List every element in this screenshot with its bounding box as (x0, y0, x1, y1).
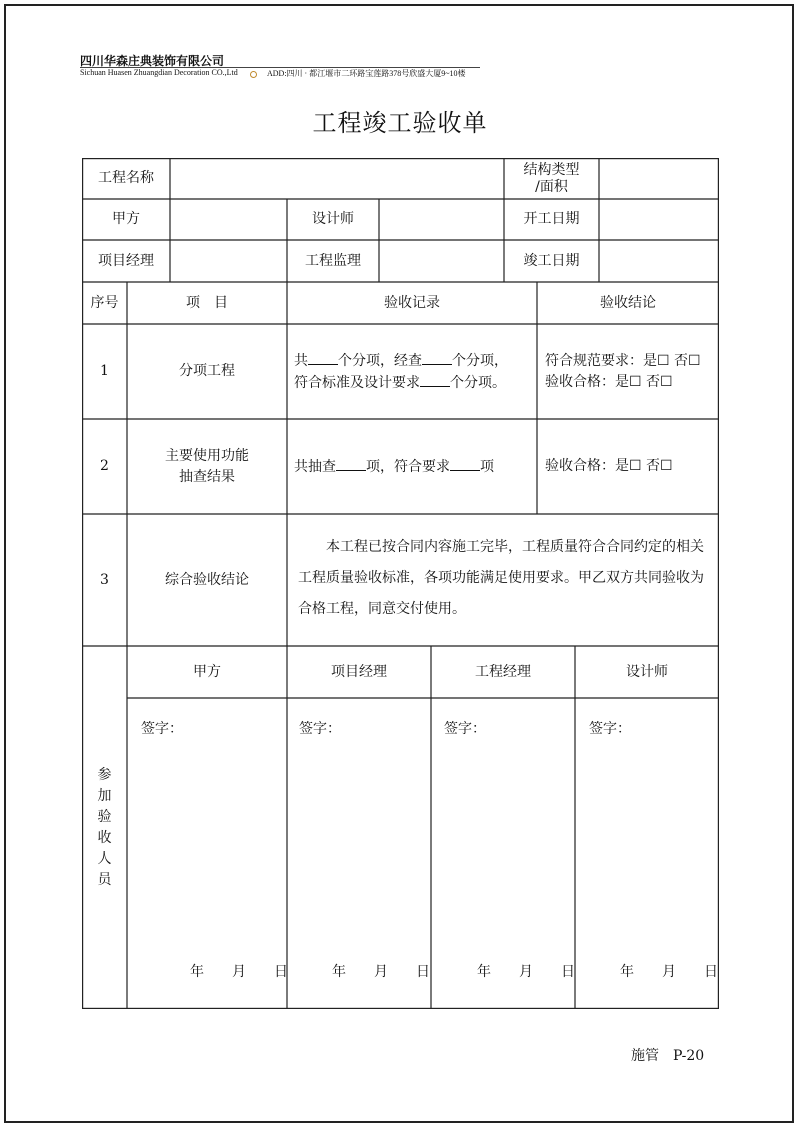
participants-label (82, 646, 127, 1009)
row-1-record (294, 324, 534, 419)
project-name-label: 工程名称 (98, 170, 154, 186)
row-3-item: 综合验收结论 (165, 571, 249, 588)
row-2-record-text: 项 (480, 458, 494, 475)
participants-label-char: 参 (97, 766, 112, 783)
row-1-record-text: 个分项。 (450, 374, 506, 391)
completion-date-label: 竣工日期 (523, 252, 580, 269)
completion-date-field[interactable] (599, 240, 719, 282)
row-2-no: 2 (100, 458, 109, 474)
row-1-record-text: 个分项， (452, 352, 508, 369)
project-manager-label: 项目经理 (98, 252, 154, 269)
supervisor-label: 工程监理 (305, 252, 361, 269)
acceptance-checkbox[interactable]: 验收合格：是☐ 否☐ (545, 373, 673, 390)
row-2-record (294, 419, 534, 514)
date-field-engineering-manager[interactable]: 年 月 日 (477, 964, 575, 980)
participants-label-char: 加 (97, 787, 112, 804)
participants-label-char: 员 (97, 871, 112, 888)
row-2-conclusion (545, 419, 719, 514)
party-a-field[interactable] (170, 199, 287, 240)
row-1-conclusion (545, 324, 719, 419)
row-1-item: 分项工程 (179, 363, 235, 379)
row-2-item: 主要使用功能 抽查结果 (165, 447, 249, 485)
blank-total-items[interactable] (308, 350, 338, 365)
role-project-manager: 项目经理 (331, 663, 387, 680)
col-header-conclusion: 验收结论 (600, 294, 656, 311)
structure-type-label: 结构类型 /面积 (523, 161, 580, 195)
company-name-en: Sichuan Huasen Zhuangdian Decoration CO.,Ltd (80, 68, 238, 77)
signature-field-project-manager[interactable]: 签字： (299, 721, 341, 737)
row-2-record-text: 项，符合要求 (366, 458, 450, 475)
acceptance-form (82, 158, 719, 1009)
signature-field-designer[interactable]: 签字： (589, 721, 631, 737)
company-name-cn: 四川华森庄典装饰有限公司 (80, 54, 225, 68)
document-title: 工程竣工验收单 (312, 109, 488, 137)
row-1-record-text: 共 (294, 352, 308, 369)
row-2-record-text: 共抽查 (294, 458, 336, 475)
col-header-no: 序号 (90, 294, 119, 311)
signature-field-engineering-manager[interactable]: 签字： (444, 721, 486, 737)
row-1-no: 1 (100, 363, 109, 379)
participants-label-char: 验 (97, 808, 112, 825)
form-code: 施管 P-20 (631, 1048, 705, 1064)
supervisor-field[interactable] (379, 240, 504, 282)
function-acceptance-checkbox[interactable]: 验收合格：是☐ 否☐ (545, 458, 673, 474)
start-date-label: 开工日期 (523, 211, 580, 227)
project-name-field[interactable] (170, 158, 504, 199)
overall-conclusion-text: 本工程已按合同内容施工完毕，工程质量符合合同约定的相关工程质量验收标准，各项功能满足使用要求。甲乙双方共同验收为合格工程，同意交付使用。 (298, 539, 704, 617)
role-party-a: 甲方 (193, 663, 221, 680)
participants-label-char: 人 (97, 850, 112, 867)
col-header-record: 验收记录 (384, 294, 440, 311)
company-address (250, 68, 466, 79)
project-manager-field[interactable] (170, 240, 287, 282)
date-field-party-a[interactable]: 年 月 日 (190, 964, 288, 980)
start-date-field[interactable] (599, 199, 719, 240)
blank-checked-items[interactable] (422, 350, 452, 365)
designer-field[interactable] (379, 199, 504, 240)
blank-compliant-items[interactable] (420, 372, 450, 387)
role-engineering-manager: 工程经理 (475, 663, 531, 680)
signature-field-party-a[interactable]: 签字： (141, 721, 183, 737)
structure-type-field[interactable] (599, 158, 719, 199)
row-1-record-text: 符合标准及设计要求 (294, 374, 420, 391)
col-header-item: 项 目 (186, 294, 228, 311)
spec-compliance-checkbox[interactable]: 符合规范要求：是☐ 否☐ (545, 352, 701, 369)
date-field-designer[interactable]: 年 月 日 (620, 964, 718, 980)
date-field-project-manager[interactable]: 年 月 日 (332, 964, 430, 980)
designer-label: 设计师 (312, 211, 354, 227)
bullet-icon (250, 71, 257, 78)
blank-sampled-items[interactable] (336, 456, 366, 471)
role-designer: 设计师 (626, 663, 668, 680)
blank-conforming-items[interactable] (450, 456, 480, 471)
participants-label-char: 收 (97, 829, 112, 846)
row-3-no: 3 (100, 571, 109, 588)
address-text: ADD:四川 · 都江堰市二环路宝莲路378号欣盛大厦9~10楼 (267, 69, 466, 78)
party-a-label: 甲方 (112, 211, 140, 227)
row-1-record-text: 个分项，经查 (338, 352, 422, 369)
